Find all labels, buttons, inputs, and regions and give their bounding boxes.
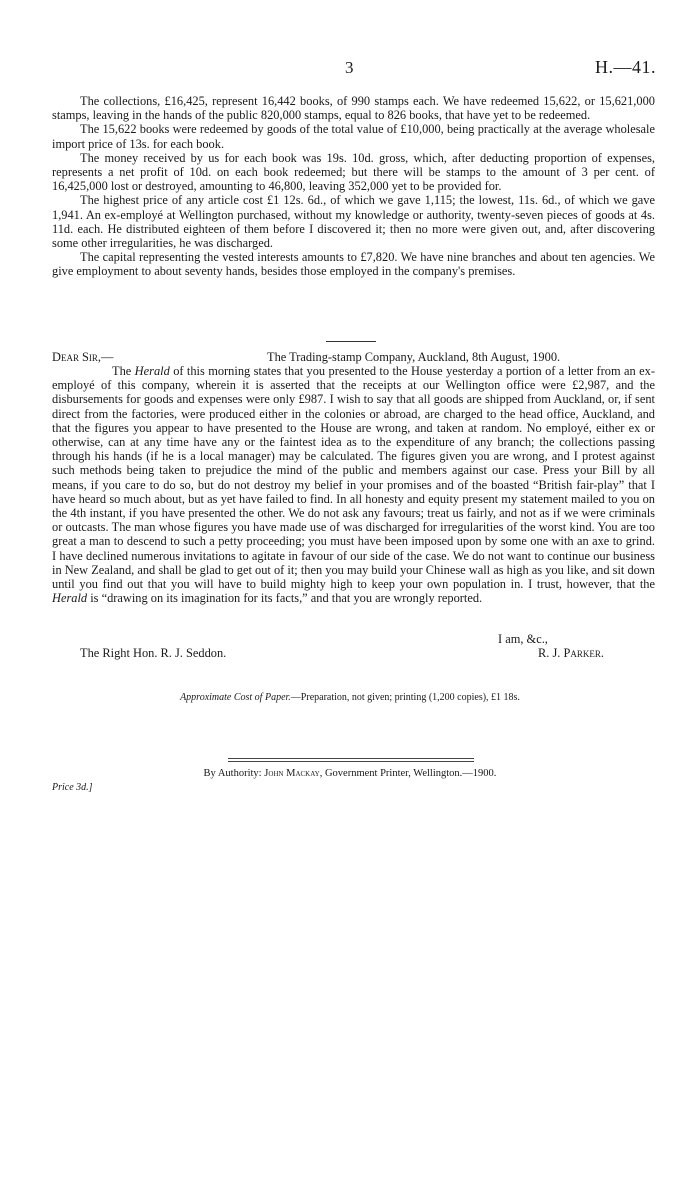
- main-text: [52, 94, 655, 279]
- newspaper-name: Herald: [52, 591, 88, 606]
- paragraph: The money received by us for each book was 19s. 10d. gross, which, after deducting proportion of expenses, represents a net profit of 10d. on each book redeemed; but there will be stamps to the amount of 3 per cent. of 16,425,000 lost or destroyed, amounting to 46,800, leaving 352,000 yet to be provided for.: [52, 150, 655, 194]
- letter-signoff: I am, &c.,: [498, 632, 548, 646]
- letter-salutation: Dear Sir,—: [52, 350, 114, 364]
- paragraph: The collections, £16,425, represent 16,442 books, of 990 stamps each. We have redeemed 15,622, or 15,621,000 stamps, leaving in the hands of the public 820,000 stamps, equal to 826 books, that have yet to be redeemed.: [52, 94, 655, 123]
- document-reference: H.—41.: [595, 57, 656, 77]
- page-number: 3: [345, 58, 354, 77]
- footer-divider: [228, 758, 474, 759]
- paragraph: The 15,622 books were redeemed by goods of the total value of £10,000, being practically at the average wholesale import price of 13s. for each book.: [52, 122, 655, 151]
- cost-label: Approximate Cost of Paper.: [180, 692, 291, 703]
- paragraph: The capital representing the vested interests amounts to £7,820. We have nine branches and about ten agencies. We give employment to about seventy hands, besides those employed in the company's premises.: [52, 250, 655, 279]
- printer-authority: [0, 768, 700, 779]
- newspaper-name: Herald: [134, 364, 170, 378]
- cost-text: —Preparation, not given; printing (1,200 copies), £1 18s.: [290, 692, 520, 703]
- cost-of-paper-note: [0, 692, 700, 703]
- letter-text: is “drawing on its imagination for its facts,” and that you are wrongly reported.: [87, 591, 483, 606]
- price-note: Price 3d.]: [52, 782, 93, 793]
- paragraph: The highest price of any article cost £1 12s. 6d., of which we gave 1,115; the lowest, 11s. 6d., of which we gave 1,941. An ex-employé at Wellington purchased, without my knowledge or authority, twenty-seven pieces of goods at 4s. 11d. each. He distributed eighteen of them before I discovered it; then no more were given out, and, after discovering some other irregularities, he was discharged.: [52, 193, 655, 251]
- letter-text: The: [112, 364, 135, 378]
- authority-suffix: , Government Printer, Wellington.—1900.: [319, 768, 497, 779]
- authority-prefix: By Authority:: [203, 768, 265, 779]
- letter-signer: R. J. Parker.: [538, 646, 604, 660]
- letter-paragraph: [52, 364, 655, 605]
- letter-dateline: The Trading-stamp Company, Auckland, 8th August, 1900.: [267, 350, 561, 364]
- letter-text: of this morning states that you presented to the House yesterday a portion of a letter from an ex-employé of this company, wherein it is asserted that the receipts at our Wellington office were £2,987, and the disbursements for goods and expenses were only £987. I wish to say that all goods are shipped from Auckland, or, if sent direct from the factories, were produced either in the colonies or abroad, are charged to the head office, Auckland, and that the figures you appear to have presented to the House are wrong, and taken at random. No employé, either ex or otherwise, can at any time have any or the faintest idea as to the expenditure of any branch; the collections passing through his hands (if he is a local manager) may be calculated. The figures given you are wrong, and I protest against such methods being taken to prejudice the mind of the public and members against our case. Press your Bill by all means, if you care to do so, but do not destroy my belief in your promises and of the boasted “British fair-play” that I have heard so much about, but as yet have failed to find. In all honesty and equity present my statement mailed to you on the 4th instant, if you have presented the other. We do not ask any favours; treat us fairly, and not as if we were criminals or outcasts. The man whose figures you have made use of was discharged for irregularities of the worst kind. You are too great a man to descend to such a petty proceeding; you must have been imposed upon by some one with an axe to grind. I have declined numerous invitations to agitate in favour of our side of the case. We do not want to continue our business in New Zealand, and shall be glad to get out of it; then you may build your Chinese wall as high as you like, and sit down until you find out that you will have to build mighty high to keep your own population in. I trust, however, that the: [52, 364, 655, 592]
- letter-addressee: The Right Hon. R. J. Seddon.: [80, 646, 227, 660]
- footer-divider: [228, 761, 474, 762]
- letter-body: [52, 364, 655, 605]
- printer-name: John Mackay: [264, 768, 320, 779]
- section-divider: [326, 341, 376, 342]
